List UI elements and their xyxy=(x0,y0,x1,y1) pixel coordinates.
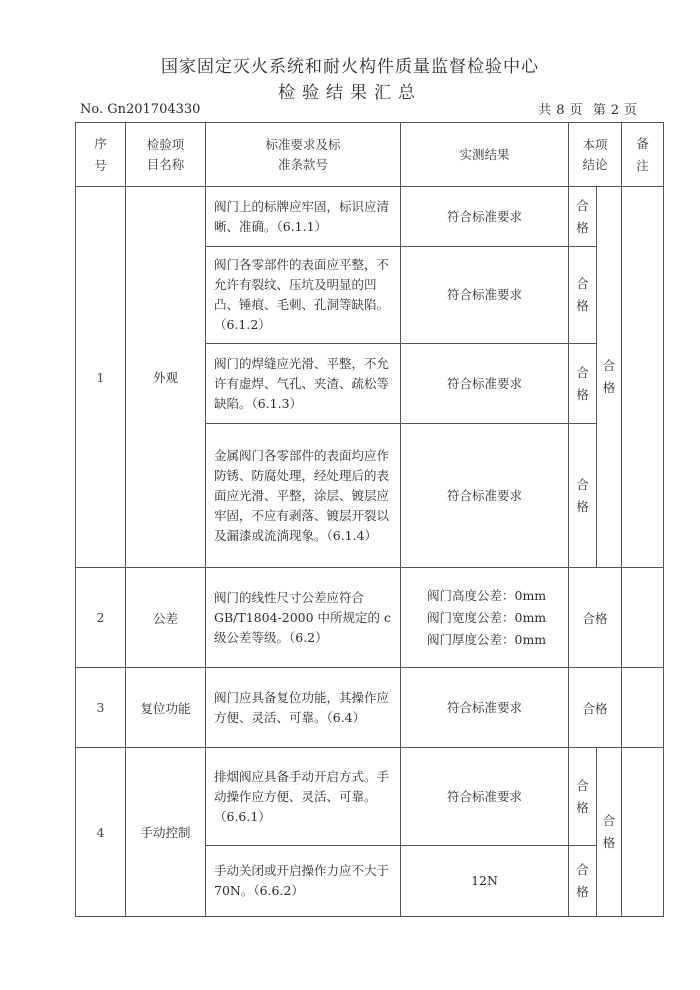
page-count xyxy=(536,99,640,118)
result-cell: 符合标准要求 xyxy=(401,344,569,424)
row-seq: 4 xyxy=(76,748,126,917)
remark-cell xyxy=(622,568,664,668)
header-seq: 序号 xyxy=(76,123,126,187)
page-total-prefix: 共 xyxy=(538,103,553,118)
result-cell: 符合标准要求 xyxy=(401,187,569,247)
overall-conclusion: 合格 xyxy=(597,187,622,568)
report-title: 国家固定灭火系统和耐火构件质量监督检验中心 xyxy=(161,57,539,77)
header-conclusion: 本项结论 xyxy=(569,123,622,187)
page-current: 2 xyxy=(610,103,620,118)
table-row xyxy=(76,187,664,247)
result-line: 阀门厚度公差：0mm xyxy=(427,631,547,647)
table-row xyxy=(76,668,664,748)
page-unit: 页 xyxy=(569,103,584,118)
remark-cell xyxy=(622,668,664,748)
page-total: 8 xyxy=(556,103,566,118)
header-result: 实测结果 xyxy=(401,123,569,187)
results-table xyxy=(75,122,664,917)
header-item: 检验项目名称 xyxy=(126,123,206,187)
report-number: No. Gn201704330 xyxy=(80,102,201,117)
remark-cell xyxy=(622,187,664,568)
requirement-cell: 金属阀门各零部件的表面均应作防锈、防腐处理，经处理后的表面应光滑、平整，涂层、镀层应牢固，不应有剥落、镀层开裂以及漏漆或流淌现象。（6.1.4） xyxy=(206,424,401,568)
row-seq: 3 xyxy=(76,668,126,748)
result-cell: 12N xyxy=(401,846,569,917)
requirement-cell: 阀门的线性尺寸公差应符合GB/T1804-2000 中所规定的 c 级公差等级。（6.2） xyxy=(206,568,401,668)
requirement-cell: 排烟阀应具备手动开启方式。手动操作应方便、灵活、可靠。（6.6.1） xyxy=(206,748,401,846)
header-standard: 标准要求及标准条款号 xyxy=(206,123,401,187)
sub-conclusion: 合格 xyxy=(569,748,597,846)
row-item: 外观 xyxy=(126,187,206,568)
overall-conclusion: 合格 xyxy=(569,568,622,668)
requirement-cell: 阀门各零部件的表面应平整，不允许有裂纹、压坑及明显的凹凸、锤痕、毛刺、孔洞等缺陷。（6.1.2） xyxy=(206,247,401,344)
row-item: 公差 xyxy=(126,568,206,668)
result-cell: 符合标准要求 xyxy=(401,668,569,748)
result-cell xyxy=(401,568,569,668)
row-seq: 2 xyxy=(76,568,126,668)
requirement-cell: 阀门上的标牌应牢固，标识应清晰、准确。（6.1.1） xyxy=(206,187,401,247)
report-subtitle: 检验结果汇总 xyxy=(278,83,422,103)
remark-cell xyxy=(622,748,664,917)
requirement-cell: 手动关闭或开启操作力应不大于 70N。（6.6.2） xyxy=(206,846,401,917)
result-cell: 符合标准要求 xyxy=(401,247,569,344)
header-row xyxy=(76,123,664,187)
result-cell: 符合标准要求 xyxy=(401,748,569,846)
sub-conclusion: 合格 xyxy=(569,247,597,344)
row-item: 复位功能 xyxy=(126,668,206,748)
table-row xyxy=(76,748,664,846)
row-seq: 1 xyxy=(76,187,126,568)
table-row xyxy=(76,568,664,668)
page-current-prefix: 第 xyxy=(592,103,607,118)
result-cell: 符合标准要求 xyxy=(401,424,569,568)
overall-conclusion: 合格 xyxy=(597,748,622,917)
requirement-cell: 阀门应具备复位功能，其操作应方便、灵活、可靠。（6.4） xyxy=(206,668,401,748)
result-line: 阀门宽度公差：0mm xyxy=(427,609,547,625)
overall-conclusion: 合格 xyxy=(569,668,622,748)
page-unit: 页 xyxy=(623,103,638,118)
result-line: 阀门高度公差：0mm xyxy=(427,587,547,603)
sub-conclusion: 合格 xyxy=(569,187,597,247)
sub-conclusion: 合格 xyxy=(569,344,597,424)
sub-conclusion: 合格 xyxy=(569,846,597,917)
row-item: 手动控制 xyxy=(126,748,206,917)
header-remark: 备注 xyxy=(622,123,664,187)
requirement-cell: 阀门的焊缝应光滑、平整，不允许有虚焊、气孔、夹渣、疏松等缺陷。（6.1.3） xyxy=(206,344,401,424)
sub-conclusion: 合格 xyxy=(569,424,597,568)
